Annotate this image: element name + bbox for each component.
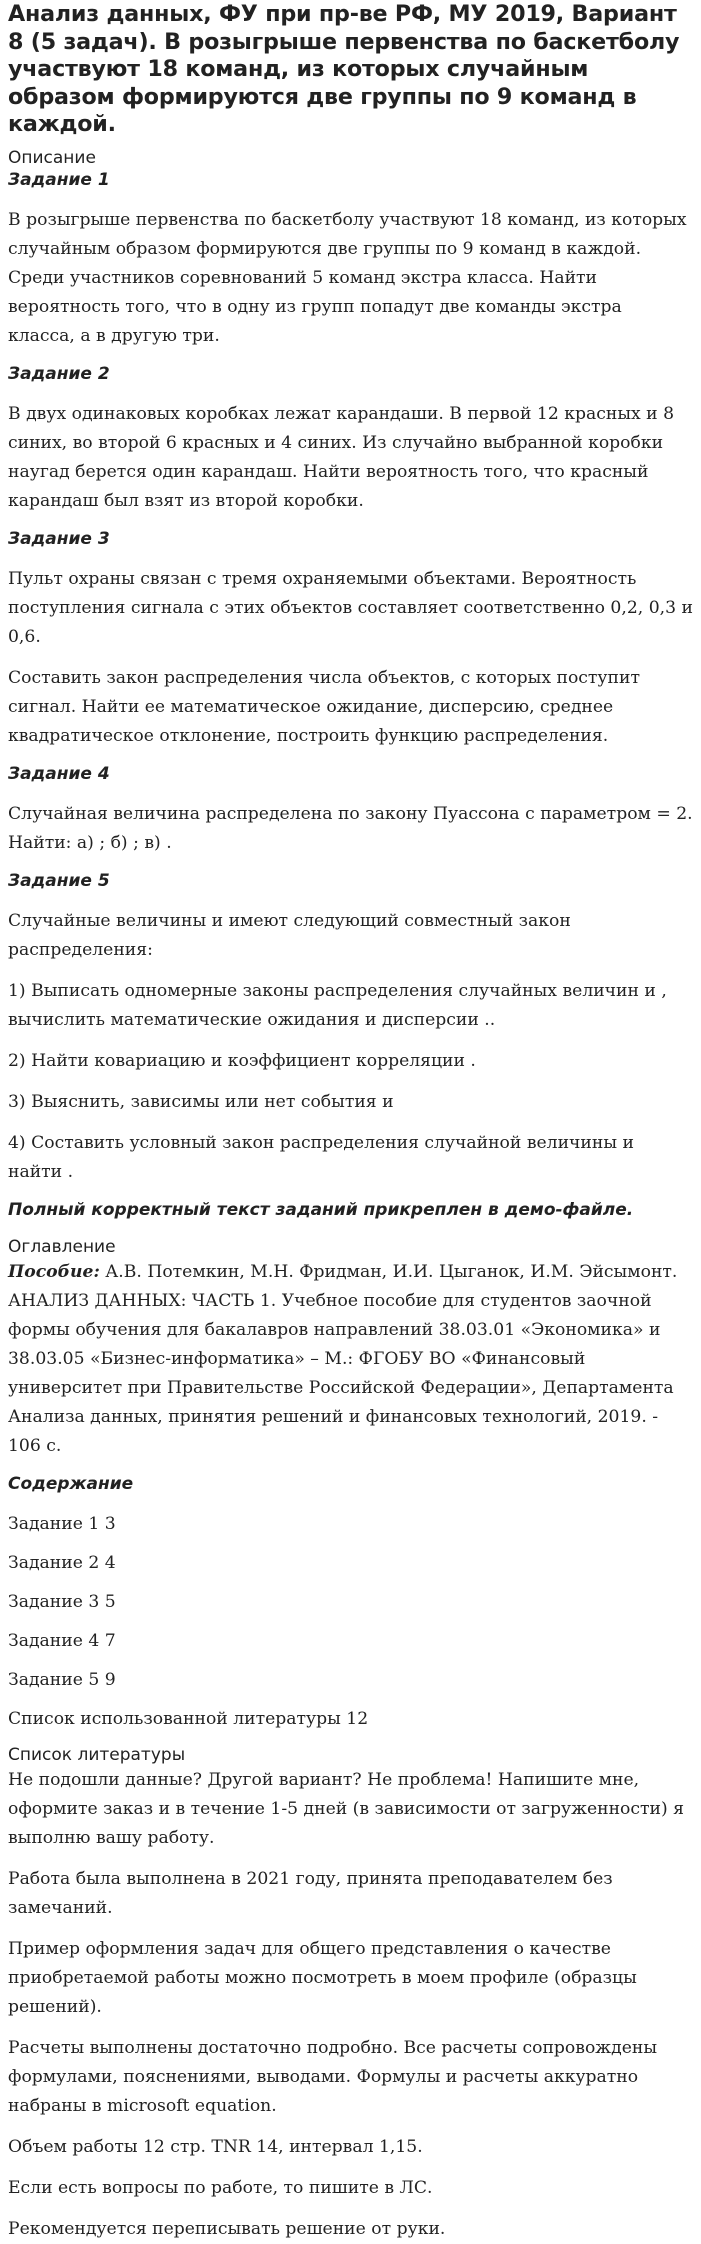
contents-item: Задание 2 4: [8, 1552, 116, 1573]
toc-label: Оглавление: [8, 1236, 116, 1257]
contents-item: Задание 4 7: [8, 1630, 116, 1651]
task-paragraph: Пульт охраны связан с тремя охраняемыми объектами. Вероятность поступления сигнала с этих объектов составляет соответственно 0,2, 0,3 и 0,6.: [8, 568, 693, 647]
task-3: [8, 528, 693, 751]
document-page: [0, 1, 701, 2244]
demo-file-note: Полный корректный текст заданий прикреплен в демо-файле.: [8, 1199, 634, 1220]
task-paragraph: 4) Составить условный закон распределения случайной величины и найти .: [8, 1132, 634, 1182]
task-paragraph: 3) Выяснить, зависимы или нет события и: [8, 1091, 394, 1112]
task-title: Задание 2: [8, 363, 110, 384]
page-title: Анализ данных, ФУ при пр-ве РФ, МУ 2019, Вариант 8 (5 задач). В розыгрыше первенства по баскетболу участвуют 18 команд, из которых случайным образом формируются две группы по 9 команд в каждой.: [8, 1, 680, 137]
manual-text: А.В. Потемкин, М.Н. Фридман, И.И. Цыганок, И.М. Эйсымонт. АНАЛИЗ ДАННЫХ: ЧАСТЬ 1. Учебное пособие для студентов заочной формы обучения для бакалавров направлений 38.03.01 «Экономика» и 38.03.05 «Бизнес-информатика» – М.: ФГОБУ ВО «Финансовый университет при Правительстве Российской Федерации», Департамента Анализа данных, принятия решений и финансовых технологий, 2019. - 106 с.: [8, 1261, 678, 1456]
contents-item: Список использованной литературы 12: [8, 1708, 369, 1729]
task-paragraph: В розыгрыше первенства по баскетболу участвуют 18 команд, из которых случайным образом формируются две группы по 9 команд в каждой. Среди участников соревнований 5 команд экстра класса. Найти вероятность того, что в одну из групп попадут две команды экстра класса, а в другую три.: [8, 209, 687, 346]
description-label: Описание: [8, 147, 96, 168]
footer-paragraph: Пример оформления задач для общего представления о качестве приобретаемой работы можно посмотреть в моем профиле (образцы решений).: [8, 1938, 637, 2017]
literature-label: Список литературы: [8, 1744, 186, 1765]
manual-reference: [8, 1258, 693, 1461]
task-paragraph: Случайные величины и имеют следующий совместный закон распределения:: [8, 910, 571, 960]
footer-paragraph: Если есть вопросы по работе, то пишите в ЛС.: [8, 2177, 433, 2198]
task-1: [8, 169, 693, 351]
contents-item: Задание 5 9: [8, 1669, 116, 1690]
footer-paragraph: Рекомендуется переписывать решение от руки.: [8, 2218, 446, 2239]
task-paragraph: 2) Найти ковариацию и коэффициент корреляции .: [8, 1050, 476, 1071]
contents-title: Содержание: [8, 1473, 134, 1494]
footer-notes: [8, 1766, 693, 2244]
task-title: Задание 4: [8, 763, 110, 784]
footer-paragraph: Работа была выполнена в 2021 году, принята преподавателем без замечаний.: [8, 1868, 613, 1918]
task-4: [8, 763, 693, 858]
contents-list: [8, 1510, 693, 1734]
footer-paragraph: Объем работы 12 стр. TNR 14, интервал 1,15.: [8, 2136, 423, 2157]
task-paragraph: Случайная величина распределена по закону Пуассона с параметром = 2. Найти: а) ; б) ; в) .: [8, 803, 693, 853]
task-paragraph: В двух одинаковых коробках лежат карандаши. В первой 12 красных и 8 синих, во второй 6 красных и 4 синих. Из случайно выбранной коробки наугад берется один карандаш. Найти вероятность того, что красный карандаш был взят из второй коробки.: [8, 403, 675, 511]
task-paragraph: Составить закон распределения числа объектов, с которых поступит сигнал. Найти ее математическое ожидание, дисперсию, среднее квадратическое отклонение, построить функцию распределения.: [8, 667, 640, 746]
task-title: Задание 1: [8, 169, 110, 190]
footer-paragraph: Расчеты выполнены достаточно подробно. Все расчеты сопровождены формулами, пояснениями, выводами. Формулы и расчеты аккуратно набраны в microsoft equation.: [8, 2037, 657, 2116]
task-paragraph: 1) Выписать одномерные законы распределения случайных величин и , вычислить математические ожидания и дисперсии ..: [8, 980, 667, 1030]
task-title: Задание 3: [8, 528, 110, 549]
manual-lead: Пособие:: [8, 1261, 100, 1282]
task-2: [8, 363, 693, 516]
contents-item: Задание 3 5: [8, 1591, 116, 1612]
task-5: [8, 870, 693, 1187]
task-title: Задание 5: [8, 870, 110, 891]
contents-item: Задание 1 3: [8, 1513, 116, 1534]
footer-paragraph: Не подошли данные? Другой вариант? Не проблема! Напишите мне, оформите заказ и в течение 1-5 дней (в зависимости от загруженности) я выполню вашу работу.: [8, 1769, 685, 1848]
